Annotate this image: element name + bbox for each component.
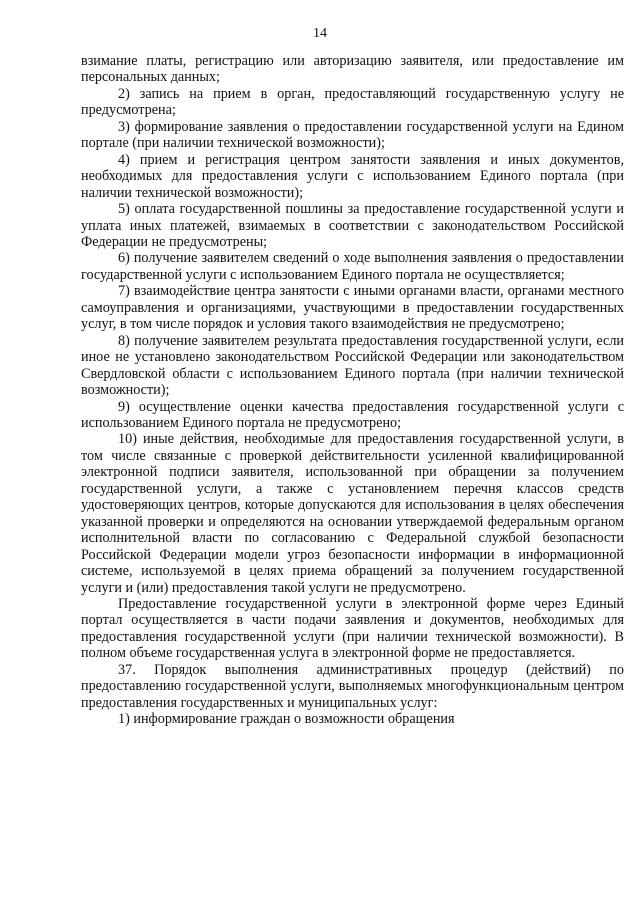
list-item-5: 5) оплата государственной пошлины за предоставление государственной услуги и уплата иных платежей, взимаемых в соответствии с законодательством Российской Федерации не предусмотрены; [81, 201, 624, 250]
page-number: 14 [313, 26, 327, 41]
list-item-9: 9) осуществление оценки качества предоставления государственной услуги с использованием Единого портала не предусмотрено; [81, 398, 624, 431]
list-item-3: 3) формирование заявления о предоставлении государственной услуги на Едином портале (при наличии технической возможности); [81, 118, 624, 152]
list-item-10: 10) иные действия, необходимые для предоставления государственной услуги, в том числе связанные с проверкой действительности усиленной квалифицированной электронной подписи заявителя, использованной при обращении за получением государственной услуги, а также с установлением перечня классов средств удостоверяющих центров, которые допускаются для использования в целях обеспечения указанной проверки и определяются на основании утверждаемой федеральным органом исполнительной власти по согласованию с Федеральной службой безопасности Российской Федерации модели угроз безопасности информации в информационной системе, используемой в целях приема обращений за получением государственной услуги и (или) предоставления такой услуги не предусмотрено. [81, 431, 624, 596]
paragraph-electronic-form: Предоставление государственной услуги в электронной форме через Единый портал осуществляется в части подачи заявления и документов, необходимых для предоставления государственной услуги (при наличии технической возможности). В полном объеме государственная услуга в электронной форме не предоставляется. [81, 595, 624, 662]
list-item-6: 6) получение заявителем сведений о ходе выполнения заявления о предоставлении государственной услуги с использованием Единого портала не осуществляется; [81, 250, 624, 283]
paragraph-continuation: взимание платы, регистрацию или авторизацию заявителя, или предоставление им персональных данных; [81, 53, 624, 86]
document-body [81, 53, 624, 728]
list-item-2: 2) запись на прием в орган, предоставляющий государственную услугу не предусмотрена; [81, 85, 624, 119]
list-item-4: 4) прием и регистрация центром занятости заявления и иных документов, необходимых для предоставления услуги с использованием Единого портала (при наличии технической возможности); [81, 151, 624, 201]
list-item-7: 7) взаимодействие центра занятости с иными органами власти, органами местного самоуправления и организациями, участвующими в предоставлении государственных услуг, в том числе порядок и условия такого взаимодействия не предусмотрено; [81, 283, 624, 333]
list-item-8: 8) получение заявителем результата предоставления государственной услуги, если иное не установлено законодательством Российской Федерации или законодательством Свердловской области с использованием Единого портала (при наличии технической возможности); [81, 332, 624, 399]
section-37-item-1: 1) информирование граждан о возможности обращения [118, 711, 455, 728]
section-37-heading: 37. Порядок выполнения административных процедур (действий) по предоставлению государственной услуги, выполняемых многофункциональным центром предоставления государственных и муниципальных услуг: [81, 661, 624, 711]
